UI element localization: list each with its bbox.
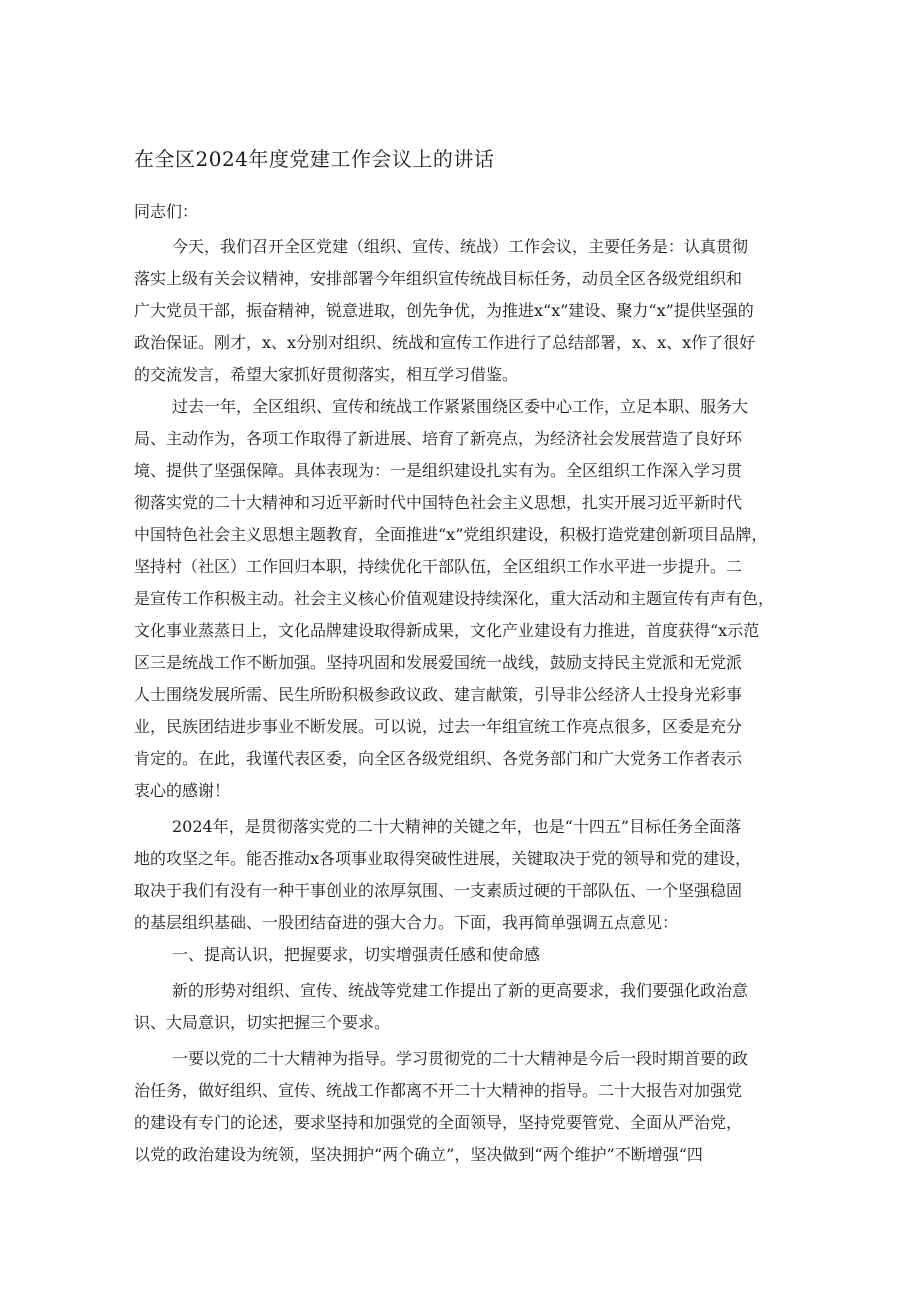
paragraph-line: 取决于我们有没有一种干事创业的浓厚氛围、一支素质过硬的干部队伍、一个坚强稳固: [134, 881, 743, 900]
paragraph-line: 局、主动作为，各项工作取得了新进展、培育了新亮点，为经济社会发展营造了良好环: [134, 429, 743, 448]
paragraph-line: 的交流发言，希望大家抓好贯彻落实，相互学习借鉴。: [134, 365, 519, 384]
paragraph-line: 衷心的感谢！: [134, 781, 231, 800]
paragraph-line: 今天，我们召开全区党建（组织、宣传、统战）工作会议，主要任务是：认真贯彻: [172, 237, 749, 256]
paragraph-line: 落实上级有关会议精神，安排部署今年组织宣传统战目标任务，动员全区各级党组织和: [134, 269, 743, 288]
paragraph-line: 境、提供了坚强保障。具体表现为：一是组织建设扎实有为。全区组织工作深入学习贯: [134, 461, 743, 480]
greeting: 同志们：: [134, 202, 199, 221]
paragraph-line: 肯定的。在此，我谨代表区委，向全区各级党组织、各党务部门和广大党务工作者表示: [134, 749, 743, 768]
paragraph-line: 人士围绕发展所需、民生所盼积极参政议政、建言献策，引导非公经济人士投身光彩事: [134, 685, 743, 704]
paragraph-line: 的建设有专门的论述，要求坚持和加强党的全面领导，坚持党要管党、全面从严治党，: [134, 1113, 743, 1132]
section-heading: 一、提高认识，把握要求，切实增强责任感和使命感: [172, 945, 541, 964]
paragraph-line: 广大党员干部，振奋精神，锐意进取，创先争优，为推进x“x”建设、聚力“x”提供坚强的: [134, 301, 754, 320]
paragraph-line: 识、大局意识，切实把握三个要求。: [134, 1013, 391, 1032]
paragraph-line: 政治保证。刚才，x、x分别对组织、统战和宣传工作进行了总结部署，x、x、x作了很好: [134, 333, 756, 352]
document-title: 在全区2024年度党建工作会议上的讲话: [134, 147, 495, 171]
paragraph-line: 以党的政治建设为统领，坚决拥护“两个确立”，坚决做到“两个维护”不断增强“四: [134, 1145, 703, 1164]
paragraph-line: 新的形势对组织、宣传、统战等党建工作提出了新的更高要求，我们要强化政治意: [172, 981, 749, 1000]
paragraph-line: 是宣传工作积极主动。社会主义核心价值观建设持续深化，重大活动和主题宣传有声有色，: [134, 589, 775, 608]
paragraph-line: 坚持村（社区）工作回归本职，持续优化干部队伍，全区组织工作水平进一步提升。二: [134, 557, 743, 576]
paragraph-line: 过去一年，全区组织、宣传和统战工作紧紧围绕区委中心工作，立足本职、服务大: [172, 397, 749, 416]
paragraph-line: 一要以党的二十大精神为指导。学习贯彻党的二十大精神是今后一段时期首要的政: [172, 1049, 749, 1068]
paragraph-line: 治任务，做好组织、宣传、统战工作都离不开二十大精神的指导。二十大报告对加强党: [134, 1081, 743, 1100]
paragraph-line: 彻落实党的二十大精神和习近平新时代中国特色社会主义思想，扎实开展习近平新时代: [134, 493, 743, 512]
paragraph-line: 2024年，是贯彻落实党的二十大精神的关键之年，也是“十四五”目标任务全面落: [172, 817, 742, 836]
paragraph-line: 地的攻坚之年。能否推动x各项事业取得突破性进展，关键取决于党的领导和党的建设，: [134, 849, 752, 868]
paragraph-line: 区三是统战工作不断加强。坚持巩固和发展爱国统一战线，鼓励支持民主党派和无党派: [134, 653, 743, 672]
paragraph-line: 文化事业蒸蒸日上，文化品牌建设取得新成果，文化产业建设有力推进，首度获得“x示范: [134, 621, 760, 640]
paragraph-line: 中国特色社会主义思想主题教育，全面推进“x”党组织建设，积极打造党建创新项目品牌，: [134, 525, 768, 544]
paragraph-line: 的基层组织基础、一股团结奋进的强大合力。下面，我再简单强调五点意见：: [134, 913, 679, 932]
paragraph-line: 业，民族团结进步事业不断发展。可以说，过去一年组宣统工作亮点很多，区委是充分: [134, 717, 743, 736]
